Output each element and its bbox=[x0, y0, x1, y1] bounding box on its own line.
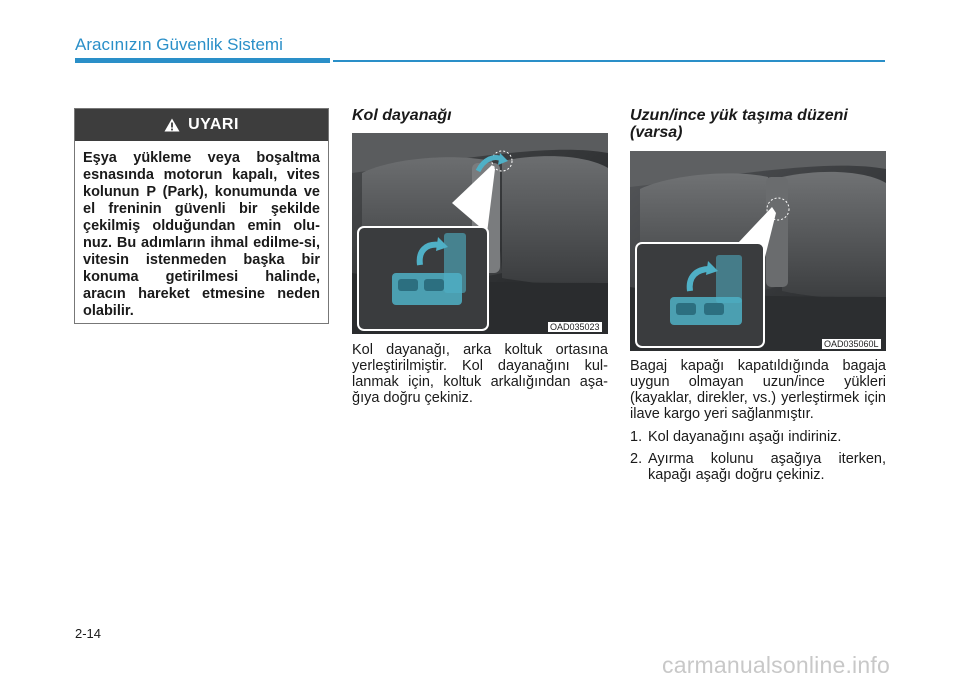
long-cargo-photo bbox=[630, 151, 886, 351]
warning-title: UYARI bbox=[188, 116, 239, 133]
section-title-long-cargo-line2: (varsa) bbox=[630, 124, 683, 141]
page-number: 2-14 bbox=[75, 626, 102, 641]
step-number: 1. bbox=[630, 429, 643, 445]
armrest-photo bbox=[352, 133, 608, 334]
warning-triangle-icon bbox=[164, 118, 180, 132]
step-text: Ayırma kolunu aşağıya iterken, kapağı aşağı doğru çekiniz. bbox=[648, 451, 886, 483]
header-rule-thick bbox=[75, 58, 330, 63]
list-item bbox=[630, 429, 886, 445]
armrest-description: Kol dayanağı, arka koltuk ortasına yerleştirilmiştir. Kol dayanağını kul-lanmak için, koltuk arkalığından aşa-ğıya doğru çekiniz. bbox=[352, 342, 608, 406]
section-title-long-cargo-line1: Uzun/ince yük taşıma düzeni bbox=[630, 107, 848, 124]
step-number: 2. bbox=[630, 451, 643, 467]
long-cargo-description: Bagaj kapağı kapatıldığında bagaja uygun olmayan uzun/ince yükleri (kayaklar, direkler, vs.) yerleştirmek için ilave kargo yeri sağlanmıştır. bbox=[630, 358, 886, 422]
watermark: carmanualsonline.info bbox=[662, 652, 890, 678]
page-header-title: Aracınızın Güvenlik Sistemi bbox=[75, 35, 283, 54]
image-code-long-cargo: OAD035060L bbox=[824, 339, 879, 349]
warning-box bbox=[74, 108, 329, 324]
list-item bbox=[630, 451, 886, 485]
warning-text: Eşya yükleme veya boşaltma esnasında motorun kapalı, vites kolunun P (Park), konumunda ve el freninin güvenli bir şekilde çekilmiş olduğundan emin olu-nuz. Bu adımların ihmal edilme-si, vitesin istenmeden başka bir konuma getirilmesi halinde, aracın hareket etmesine neden olabilir. bbox=[83, 150, 320, 319]
step-text: Kol dayanağını aşağı indiriniz. bbox=[648, 429, 842, 445]
header-rule-thin bbox=[333, 60, 885, 62]
warning-header bbox=[75, 109, 328, 141]
section-title-armrest: Kol dayanağı bbox=[352, 107, 452, 124]
image-code-armrest: OAD035023 bbox=[550, 322, 600, 332]
